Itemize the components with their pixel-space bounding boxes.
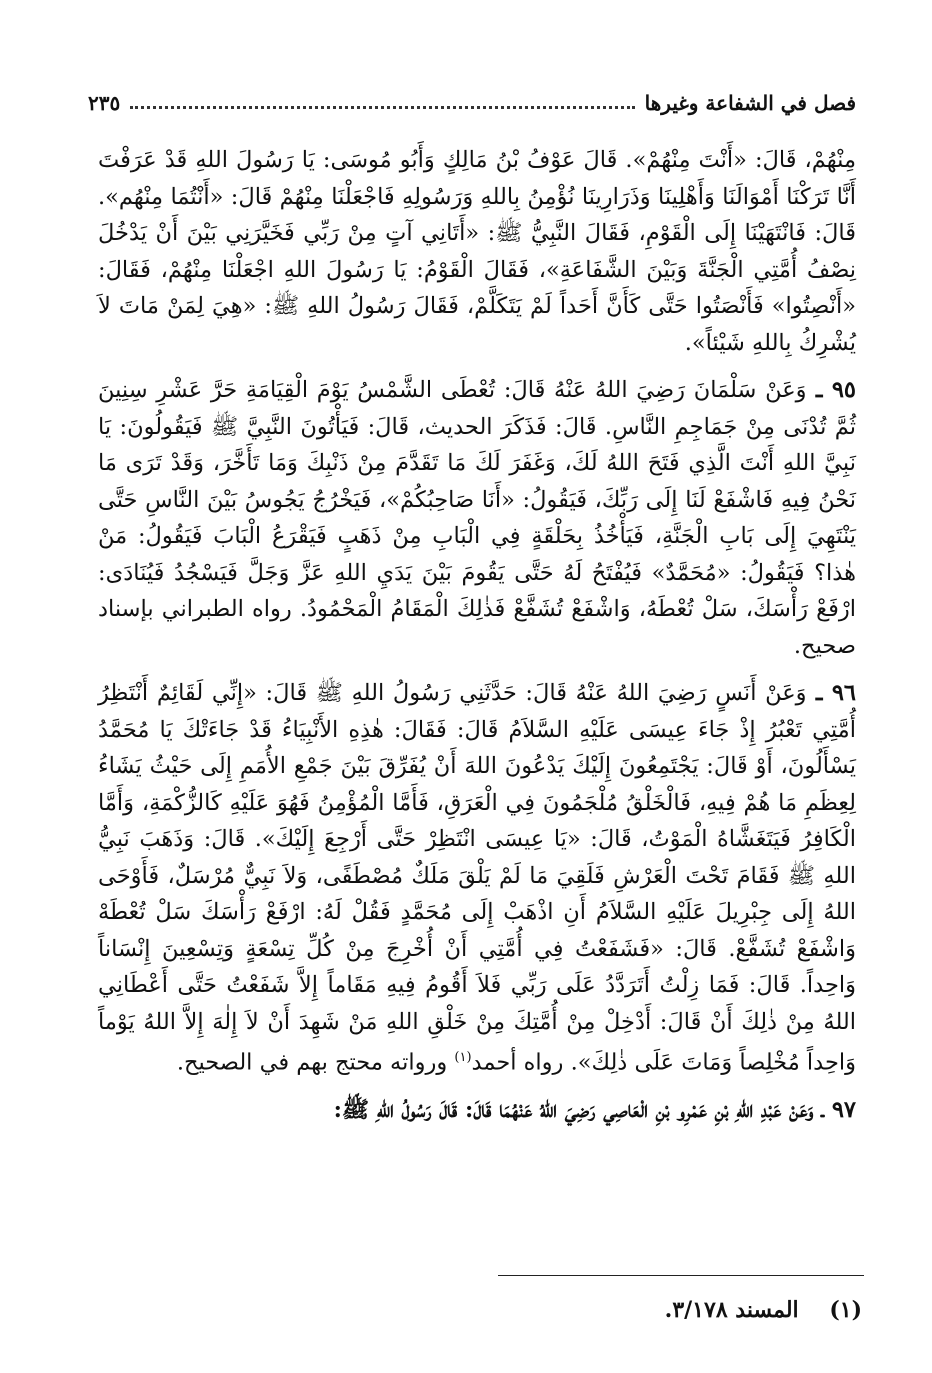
leader-dots [130, 106, 634, 109]
paragraph-text-tail: ورواته محتج بهم في الصحيح. [176, 1049, 455, 1076]
hadith-number: ٩٥ [831, 377, 856, 403]
footnote [98, 1297, 862, 1323]
page-number: ٢٣٥ [88, 91, 121, 115]
footnote-marker: (١) [829, 1297, 862, 1323]
paragraph-text: وَعَنْ عَبْدِ اللهِ بْنِ عَمْرِو بْنِ الْعَاصِي رَضِيَ اللهُ عَنْهُمَا قَالَ: قَالَ رَسُولُ اللهِ ﷺ: [333, 1097, 814, 1123]
running-header [88, 88, 856, 118]
hadith-number: ٩٧ [831, 1097, 856, 1123]
footnote-separator [498, 1275, 864, 1276]
section-title: فصل في الشفاعة وغيرها [644, 91, 856, 115]
footnote-text: المسند ٣/١٧٨. [664, 1297, 799, 1323]
footnote-reference[interactable]: (١) [454, 1050, 472, 1065]
hadith-97: ٩٧ ـ وَعَنْ عَبْدِ اللهِ بْنِ عَمْرِو بْنِ الْعَاصِي رَضِيَ اللهُ عَنْهُمَا قَالَ: قَالَ رَسُولُ اللهِ ﷺ: [333, 1097, 856, 1123]
paragraph-text: وَعَنْ سَلْمَانَ رَضِيَ اللهُ عَنْهُ قَالَ: تُعْطَى الشَّمْسُ يَوْمَ الْقِيَامَةِ حَرَّ عَشْرِ سِنِينَ ثُمَّ تُدْنَى مِنْ جَمَاجِمِ النَّاسِ. قَالَ: فَذَكَرَ الحديث، قَالَ: فَيَأْتُونَ النَّبِيَّ ﷺ فَيَقُولُونَ: يَا نَبِيَّ اللهِ أَنْتَ الَّذِي فَتَحَ اللهُ لَكَ، وَغَفَرَ لَكَ مَا تَقَدَّمَ مِنْ ذَنْبِكَ وَمَا تَأَخَّرَ، وَقَدْ تَرَى مَا نَحْنُ فِيهِ فَاشْفَعْ لَنَا إِلَى رَبِّكَ، فَيَقُولُ: «أَنَا صَاحِبُكُمْ»، فَيَخْرُجُ يَجُوسُ بَيْنَ النَّاسِ حَتَّى يَنْتَهِيَ إِلَى بَابِ الْجَنَّةِ، فَيَأْخُذُ بِحَلْقَةٍ فِي الْبَابِ مِنْ ذَهَبٍ فَيَقْرَعُ الْبَابَ فَيَقُولُ: مَنْ هٰذا؟ فَيَقُولُ: «مُحَمَّدٌ» فَيُفْتَحُ لَهُ حَتَّى يَقُومَ بَيْنَ يَدَيِ اللهِ عَزَّ وَجَلَّ فَيَسْجُدُ فَيُنَادَى: ارْفَعْ رَأْسَكَ، سَلْ تُعْطَهُ، وَاشْفَعْ تُشَفَّعْ فَذٰلِكَ الْمَقَامُ الْمَحْمُودُ. رواه الطبراني بإسناد صحيح. [98, 377, 856, 659]
hadith-96: ٩٦ ـ وَعَنْ أَنَسٍ رَضِيَ اللهُ عَنْهُ قَالَ: حَدَّثَنِي رَسُولُ اللهِ ﷺ قَالَ: «إِنِّي لَقَائِمٌ أَنْتَظِرُ أُمَّتِي تَعْبُرُ إِذْ جَاءَ عِيسَى عَلَيْهِ السَّلاَمُ قَالَ: فَقَالَ: هٰذِهِ الأَنْبِيَاءُ قَدْ جَاءَتْكَ يَا مُحَمَّدُ يَسْأَلُونَ، أَوْ قَالَ: يَجْتَمِعُونَ إِلَيْكَ يَدْعُونَ اللهَ أَنْ يُفَرِّقَ بَيْنَ جَمْعِ الأُمَمِ إِلَى حَيْثُ يَشَاءُ لِعِظَمِ مَا هُمْ فِيهِ، فَالْخَلْقُ مُلْجَمُونَ فِي الْعَرَقِ، فَأَمَّا الْمُؤْمِنُ فَهُوَ عَلَيْهِ كَالزُّكْمَةِ، وَأَمَّا الْكَافِرُ فَيَتَغَشَّاهُ الْمَوْتُ، قَالَ: «يَا عِيسَى انْتَظِرْ حَتَّى أَرْجِعَ إِلَيْكَ». قَالَ: وَذَهَبَ نَبِيُّ اللهِ ﷺ فَقَامَ تَحْتَ الْعَرْشِ فَلَقِيَ مَا لَمْ يَلْقَ مَلَكٌ مُصْطَفًى، وَلاَ نَبِيٌّ مُرْسَلٌ، فَأَوْحَى اللهُ إِلَى جِبْرِيلَ عَلَيْهِ السَّلاَمُ أَنِ اذْهَبْ إِلَى مُحَمَّدٍ فَقُلْ لَهُ: ارْفَعْ رَأْسَكَ سَلْ تُعْطَهْ وَاشْفَعْ تُشَفَّعْ. قَالَ: «فَشَفَعْتُ فِي أُمَّتِي أَنْ أُخْرِجَ مِنْ كُلِّ تِسْعَةٍ وَتِسْعِينَ إِنْسَاناً وَاحِداً. قَالَ: فَمَا زِلْتُ أَتَرَدَّدُ عَلَى رَبِّي فَلاَ أَقُومُ فِيهِ مَقَاماً إِلاَّ شَفَعْتُ حَتَّى أَعْطَانِي اللهُ مِنْ ذٰلِكَ أَنْ قَالَ: أَدْخِلْ مِنْ أُمَّتِكَ مِنْ خَلْقِ اللهِ مَنْ شَهِدَ أَنْ لاَ إِلٰهَ إِلاَّ اللهُ يَوْماً وَاحِداً مُخْلِصاً وَمَاتَ عَلَى ذٰلِكَ». رواه أحمد$^{(١)}$ ورواته محتج بهم في الصحيح. [98, 680, 857, 1076]
paragraph-continuation [98, 142, 856, 361]
hadith-95: ٩٥ ـ وَعَنْ سَلْمَانَ رَضِيَ اللهُ عَنْهُ قَالَ: تُعْطَى الشَّمْسُ يَوْمَ الْقِيَامَةِ حَرَّ عَشْرِ سِنِينَ ثُمَّ تُدْنَى مِنْ جَمَاجِمِ النَّاسِ. قَالَ: فَذَكَرَ الحديث، قَالَ: فَيَأْتُونَ النَّبِيَّ ﷺ فَيَقُولُونَ: يَا نَبِيَّ اللهِ أَنْتَ الَّذِي فَتَحَ اللهُ لَكَ، وَغَفَرَ لَكَ مَا تَقَدَّمَ مِنْ ذَنْبِكَ وَمَا تَأَخَّرَ، وَقَدْ تَرَى مَا نَحْنُ فِيهِ فَاشْفَعْ لَنَا إِلَى رَبِّكَ، فَيَقُولُ: «أَنَا صَاحِبُكُمْ»، فَيَخْرُجُ يَجُوسُ بَيْنَ النَّاسِ حَتَّى يَنْتَهِيَ إِلَى بَابِ الْجَنَّةِ، فَيَأْخُذُ بِحَلْقَةٍ فِي الْبَابِ مِنْ ذَهَبٍ فَيَقْرَعُ الْبَابَ فَيَقُولُ: مَنْ هٰذا؟ فَيَقُولُ: «مُحَمَّدٌ» فَيُفْتَحُ لَهُ حَتَّى يَقُومَ بَيْنَ يَدَيِ اللهِ عَزَّ وَجَلَّ فَيَسْجُدُ فَيُنَادَى: ارْفَعْ رَأْسَكَ، سَلْ تُعْطَهُ، وَاشْفَعْ تُشَفَّعْ فَذٰلِكَ الْمَقَامُ الْمَحْمُودُ. رواه الطبراني بإسناد صحيح. [98, 377, 856, 659]
paragraph-text: مِنْهُمْ، قَالَ: «أَنْتَ مِنْهُمْ». قَالَ عَوْفُ بْنُ مَالِكٍ وَأَبُو مُوسَى: يَا رَسُولَ اللهِ قَدْ عَرَفْتَ أَنَّا تَرَكْنَا أَمْوَالَنَا وَأَهْلِينَا وَذَرَارِينَا نُؤْمِنُ بِاللهِ وَرَسُولِهِ فَاجْعَلْنَا مِنْهُمْ قَالَ: «أَنْتُمَا مِنْهُم». قَالَ: فَانْتَهَيْنَا إِلَى الْقَوْمِ، فَقَالَ النَّبِيُّ ﷺ: «أَتَانِي آتٍ مِنْ رَبِّي فَخَيَّرَنِي بَيْنَ أَنْ يَدْخُلَ نِصْفُ أُمَّتِي الْجَنَّةَ وَبَيْنَ الشَّفَاعَةِ»، فَقَالَ الْقَوْمُ: يَا رَسُولَ اللهِ اجْعَلْنَا مِنْهُمْ، فَقَالَ: «أَنْصِتُوا» فَأَنْصَتُوا حَتَّى كَأَنَّ أَحَداً لَمْ يَتَكَلَّمْ، فَقَالَ رَسُولُ اللهِ ﷺ: «هِيَ لِمَنْ مَاتَ لاَ يُشْرِكُ بِاللهِ شَيْئاً». [98, 147, 856, 356]
page-body [98, 142, 856, 1140]
paragraph-text: وَعَنْ أَنَسٍ رَضِيَ اللهُ عَنْهُ قَالَ: حَدَّثَنِي رَسُولُ اللهِ ﷺ قَالَ: «إِنِّي لَقَائِمٌ أَنْتَظِرُ أُمَّتِي تَعْبُرُ إِذْ جَاءَ عِيسَى عَلَيْهِ السَّلاَمُ قَالَ: فَقَالَ: هٰذِهِ الأَنْبِيَاءُ قَدْ جَاءَتْكَ يَا مُحَمَّدُ يَسْأَلُونَ، أَوْ قَالَ: يَجْتَمِعُونَ إِلَيْكَ يَدْعُونَ اللهَ أَنْ يُفَرِّقَ بَيْنَ جَمْعِ الأُمَمِ إِلَى حَيْثُ يَشَاءُ لِعِظَمِ مَا هُمْ فِيهِ، فَالْخَلْقُ مُلْجَمُونَ فِي الْعَرَقِ، فَأَمَّا الْمُؤْمِنُ فَهُوَ عَلَيْهِ كَالزُّكْمَةِ، وَأَمَّا الْكَافِرُ فَيَتَغَشَّاهُ الْمَوْتُ، قَالَ: «يَا عِيسَى انْتَظِرْ حَتَّى أَرْجِعَ إِلَيْكَ». قَالَ: وَذَهَبَ نَبِيُّ اللهِ ﷺ فَقَامَ تَحْتَ الْعَرْشِ فَلَقِيَ مَا لَمْ يَلْقَ مَلَكٌ مُصْطَفًى، وَلاَ نَبِيٌّ مُرْسَلٌ، فَأَوْحَى اللهُ إِلَى جِبْرِيلَ عَلَيْهِ السَّلاَمُ أَنِ اذْهَبْ إِلَى مُحَمَّدٍ فَقُلْ لَهُ: ارْفَعْ رَأْسَكَ سَلْ تُعْطَهْ وَاشْفَعْ تُشَفَّعْ. قَالَ: «فَشَفَعْتُ فِي أُمَّتِي أَنْ أُخْرِجَ مِنْ كُلِّ تِسْعَةٍ وَتِسْعِينَ إِنْسَاناً وَاحِداً. قَالَ: فَمَا زِلْتُ أَتَرَدَّدُ عَلَى رَبِّي فَلاَ أَقُومُ فِيهِ مَقَاماً إِلاَّ شَفَعْتُ حَتَّى أَعْطَانِي اللهُ مِنْ ذٰلِكَ أَنْ قَالَ: أَدْخِلْ مِنْ أُمَّتِكَ مِنْ خَلْقِ اللهِ مَنْ شَهِدَ أَنْ لاَ إِلٰهَ إِلاَّ اللهُ يَوْماً وَاحِداً مُخْلِصاً وَمَاتَ عَلَى ذٰلِكَ». رواه أحمد [98, 680, 856, 1076]
hadith-number: ٩٦ [831, 680, 857, 706]
